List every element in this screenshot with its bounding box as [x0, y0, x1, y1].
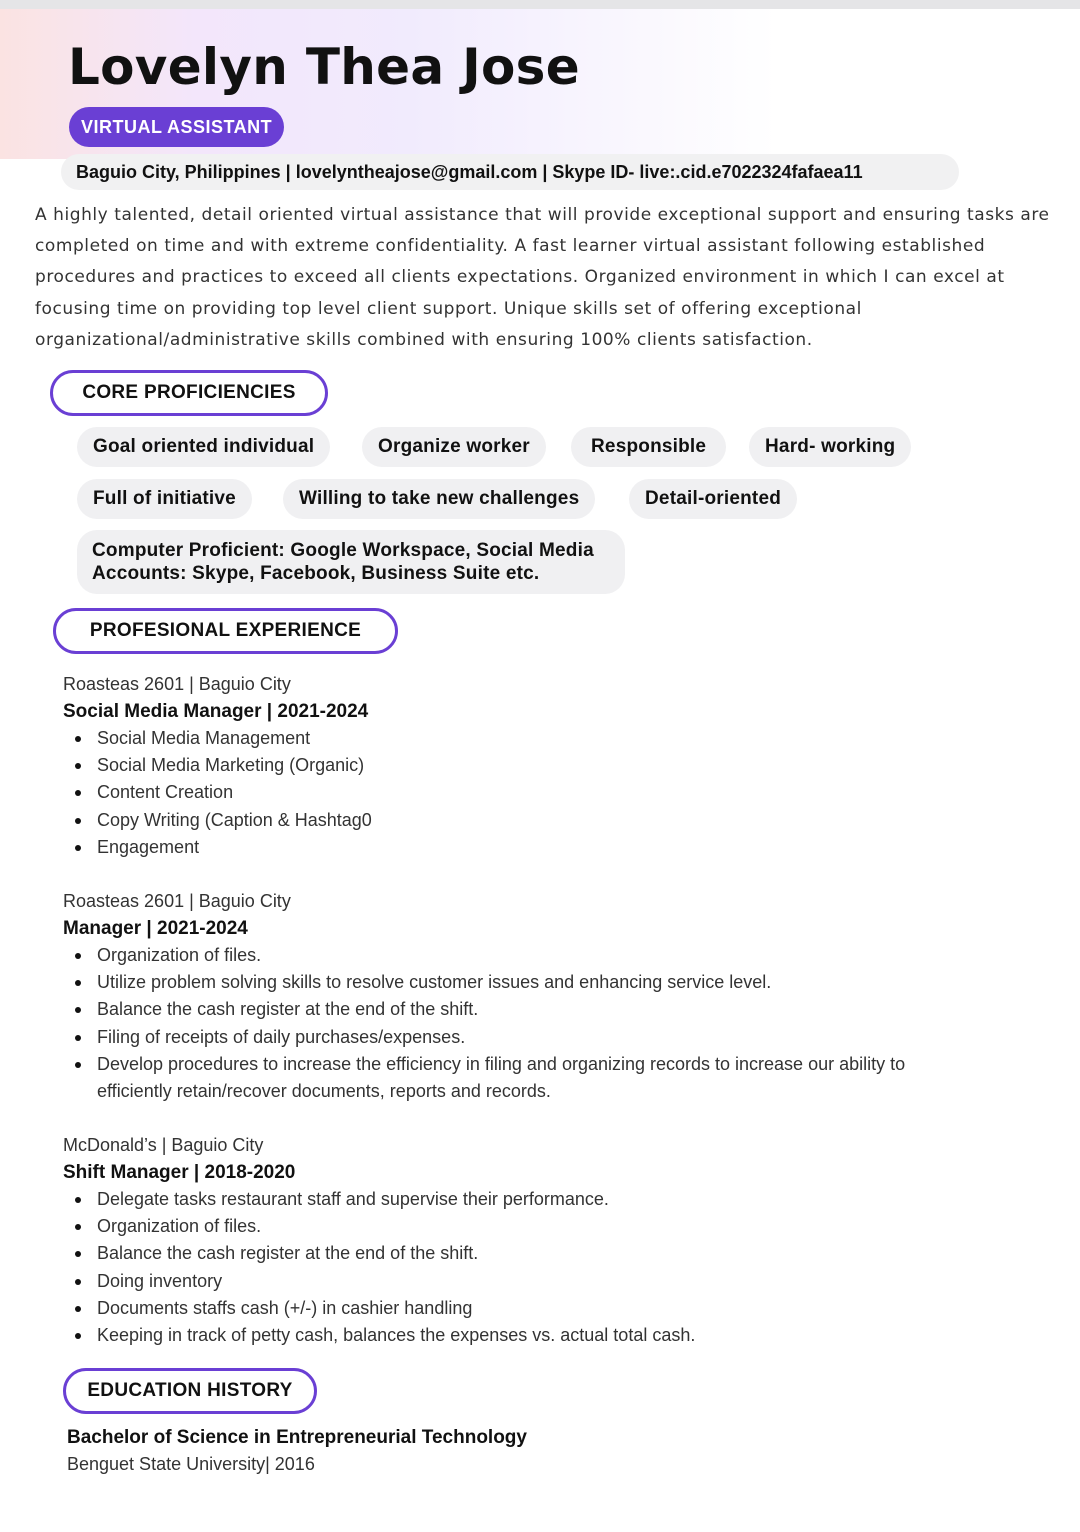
education-entry	[67, 1424, 527, 1478]
computer-proficient-line: Accounts: Skype, Facebook, Business Suite etc.	[92, 563, 540, 584]
skill-chip: Goal oriented individual	[77, 427, 330, 467]
computer-proficient-chip	[77, 530, 625, 594]
job-entry	[63, 1132, 695, 1349]
duty-item: Social Media Management	[97, 725, 372, 752]
school: Benguet State University| 2016	[67, 1454, 315, 1474]
duty-item: Balance the cash register at the end of the shift.	[97, 996, 983, 1023]
job-entry	[63, 671, 372, 861]
duty-item: Organization of files.	[97, 1213, 695, 1240]
duty-item: Organization of files.	[97, 942, 983, 969]
top-border	[0, 0, 1080, 9]
job-duties	[63, 1186, 695, 1349]
skill-chip: Willing to take new challenges	[283, 479, 595, 519]
job-entry	[63, 888, 983, 1105]
duty-item: Delegate tasks restaurant staff and supervise their performance.	[97, 1186, 695, 1213]
candidate-name: Lovelyn Thea Jose	[68, 38, 580, 96]
duty-item: Doing inventory	[97, 1268, 695, 1295]
duty-item: Engagement	[97, 834, 372, 861]
skill-chip: Hard- working	[749, 427, 911, 467]
job-title: Social Media Manager | 2021-2024	[63, 701, 369, 722]
contact-bar: Baguio City, Philippines | lovelyntheajose@gmail.com | Skype ID- live:.cid.e7022324fafaea11	[61, 154, 959, 190]
skill-chip: Organize worker	[362, 427, 546, 467]
duty-item: Documents staffs cash (+/-) in cashier handling	[97, 1295, 695, 1322]
skill-chip: Full of initiative	[77, 479, 252, 519]
summary-paragraph: A highly talented, detail oriented virtual assistance that will provide exceptional support and ensuring tasks are completed on time and with extreme confidentiality. A fast learner virtual assistant following established procedures and practices to exceed all clients expectations. Organized environment in which I can excel at focusing time on providing top level client support. Unique skills set of offering exceptional organizational/administrative skills combined with ensuring 100% clients satisfaction.	[35, 205, 1050, 350]
job-company: Roasteas 2601 | Baguio City	[63, 674, 291, 694]
duty-item: Content Creation	[97, 779, 372, 806]
duty-item: Social Media Marketing (Organic)	[97, 752, 372, 779]
experience-heading: PROFESIONAL EXPERIENCE	[53, 608, 398, 654]
duty-item: Copy Writing (Caption & Hashtag0	[97, 807, 372, 834]
duty-item: Develop procedures to increase the efficiency in filing and organizing records to increase our ability to efficiently retain/recover documents, reports and records.	[97, 1051, 983, 1105]
core-proficiencies-heading: CORE PROFICIENCIES	[50, 370, 328, 416]
job-company: Roasteas 2601 | Baguio City	[63, 891, 291, 911]
duty-item: Utilize problem solving skills to resolve customer issues and enhancing service level.	[97, 969, 983, 996]
computer-proficient-line: Computer Proficient: Google Workspace, Social Media	[92, 540, 594, 561]
duty-item: Balance the cash register at the end of the shift.	[97, 1240, 695, 1267]
skill-chip: Responsible	[571, 427, 726, 467]
education-heading: EDUCATION HISTORY	[63, 1368, 317, 1414]
job-duties	[63, 725, 372, 861]
skill-chip: Detail-oriented	[629, 479, 797, 519]
job-duties	[63, 942, 983, 1105]
duty-item: Filing of receipts of daily purchases/expenses.	[97, 1024, 983, 1051]
job-title: Shift Manager | 2018-2020	[63, 1162, 296, 1183]
duty-item: Keeping in track of petty cash, balances the expenses vs. actual total cash.	[97, 1322, 695, 1349]
job-title: Manager | 2021-2024	[63, 918, 248, 939]
degree: Bachelor of Science in Entrepreneurial Technology	[67, 1427, 527, 1448]
role-badge: VIRTUAL ASSISTANT	[69, 107, 284, 147]
job-company: McDonald’s | Baguio City	[63, 1135, 264, 1155]
